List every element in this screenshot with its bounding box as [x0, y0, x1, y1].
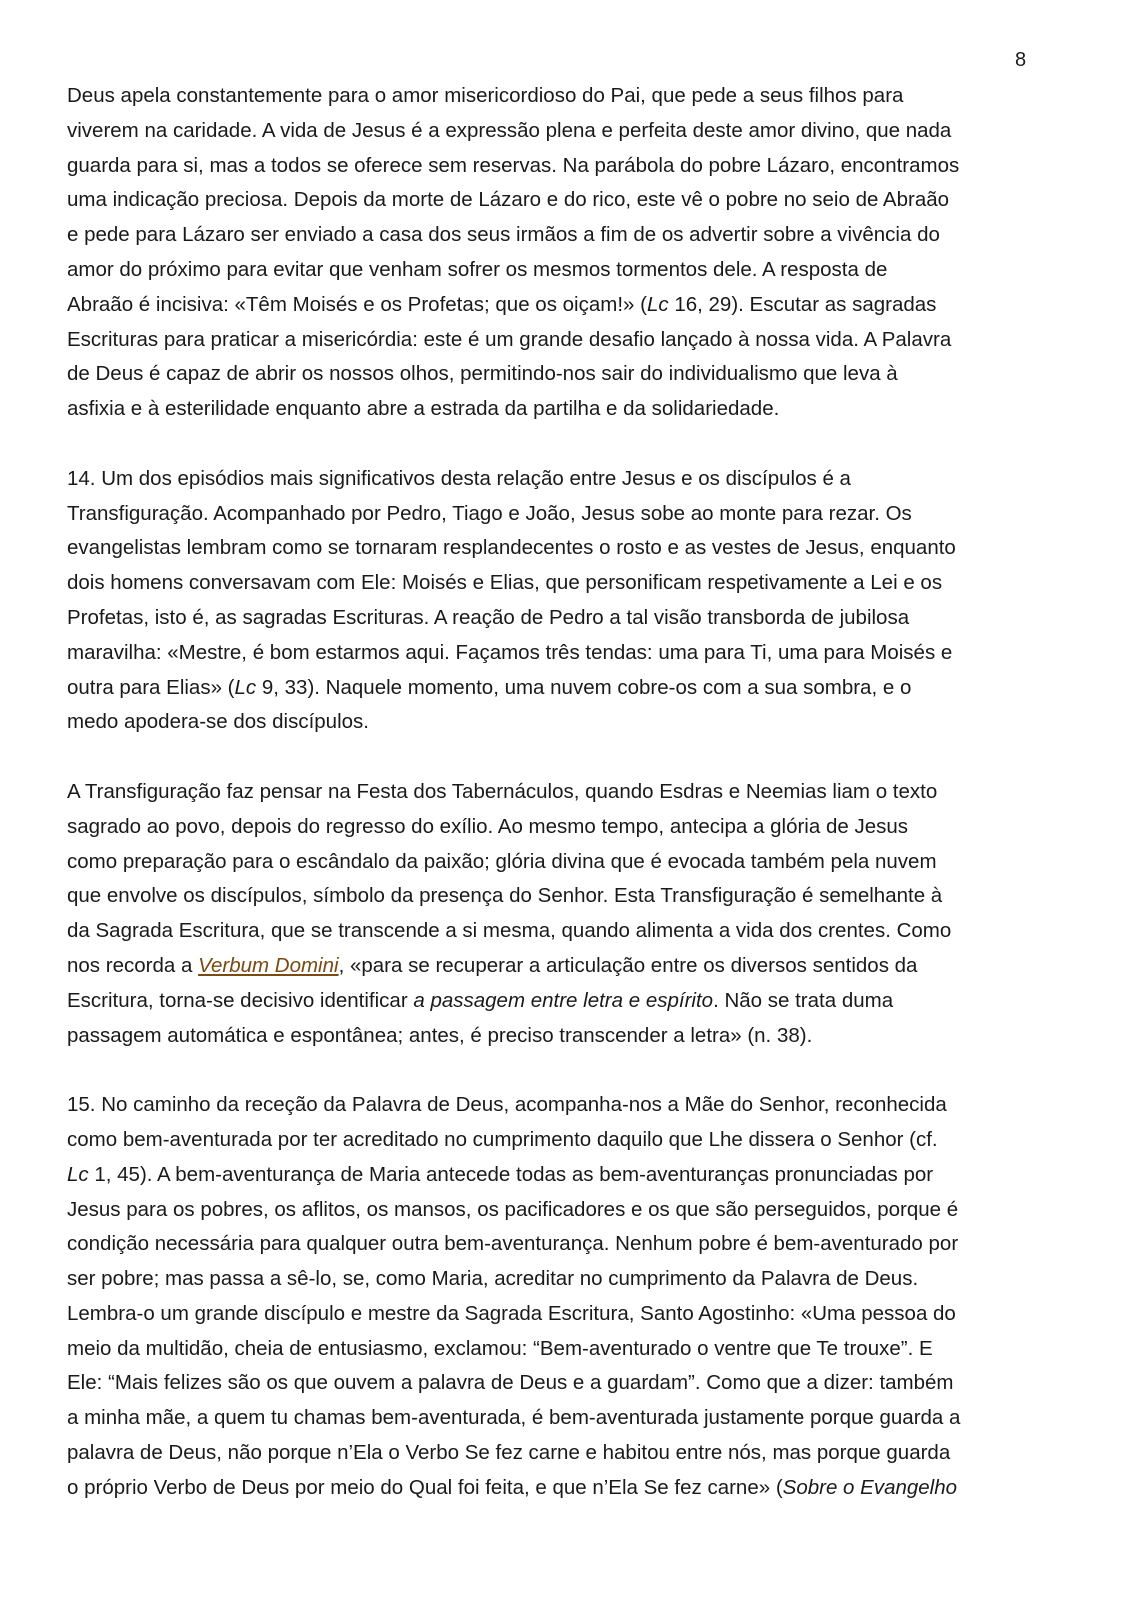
- text-segment: 1, 45). A bem-aventurança de Maria antecede todas as bem-aventuranças pronunciadas por: [88, 1162, 934, 1186]
- text-line: a minha mãe, a quem tu chamas bem-aventurada, é bem-aventurada justamente porque guarda a: [67, 1406, 961, 1430]
- text-line: como preparação para o escândalo da paixão; glória divina que é evocada também pela nuvem: [67, 849, 937, 873]
- text-line: uma indicação preciosa. Depois da morte de Lázaro e do rico, este vê o pobre no seio de Abraão: [67, 188, 950, 212]
- text-line: guarda para si, mas a todos se oferece sem reservas. Na parábola do pobre Lázaro, encontramos: [67, 153, 960, 177]
- verbum-domini-link[interactable]: Verbum Domini: [198, 953, 339, 977]
- paragraph-lazarus: [67, 79, 1067, 427]
- text-line: que envolve os discípulos, símbolo da presença do Senhor. Esta Transfiguração é semelhante à: [67, 884, 943, 908]
- italic-citation: Lc: [67, 1162, 89, 1186]
- text-line: condição necessária para qualquer outra bem-aventurança. Nenhum pobre é bem-aventurado por: [67, 1232, 959, 1256]
- text-line: [67, 1158, 1067, 1193]
- italic-citation: Lc: [234, 675, 257, 699]
- text-line: da Sagrada Escritura, que se transcende a si mesma, quando alimenta a vida dos crentes. Como: [67, 919, 952, 943]
- text-line: dois homens conversavam com Ele: Moisés e Elias, que personificam respetivamente a Lei e os: [67, 571, 943, 595]
- text-line: [67, 984, 1067, 1019]
- text-line: passagem automática e espontânea; antes, é preciso transcender a letra» (n. 38).: [67, 1023, 813, 1047]
- text-segment: 16, 29). Escutar as sagradas: [668, 292, 937, 316]
- text-line: amor do próximo para evitar que venham sofrer os mesmos tormentos dele. A resposta de: [67, 257, 888, 281]
- paragraph-15-mother-of-the-lord: [67, 1088, 1067, 1506]
- italic-citation: Sobre o Evangelho: [782, 1475, 958, 1499]
- text-line: meio da multidão, cheia de entusiasmo, exclamou: “Bem-aventurado o ventre que Te trouxe”. E: [67, 1336, 933, 1360]
- text-line: [67, 1471, 1067, 1506]
- text-segment: outra para Elias» (: [67, 675, 235, 699]
- paragraph-14-transfiguration: [67, 462, 1067, 740]
- text-line: viverem na caridade. A vida de Jesus é a expressão plena e perfeita deste amor divino, que nada: [67, 118, 952, 142]
- text-segment: Abraão é incisiva: «Têm Moisés e os Profetas; que os oiçam!» (: [67, 292, 647, 316]
- document-body: [67, 79, 1067, 1506]
- text-line: sagrado ao povo, depois do regresso do exílio. Ao mesmo tempo, antecipa a glória de Jesus: [67, 814, 909, 838]
- text-line: Jesus para os pobres, os aflitos, os mansos, os pacificadores e os que são perseguidos, porque é: [67, 1197, 959, 1221]
- text-line: Lembra-o um grande discípulo e mestre da Sagrada Escritura, Santo Agostinho: «Uma pessoa do: [67, 1301, 956, 1325]
- text-line: Transfiguração. Acompanhado por Pedro, Tiago e João, Jesus sobe ao monte para rezar. Os: [67, 501, 912, 525]
- text-line: [67, 949, 1067, 984]
- text-segment: Escritura, torna-se decisivo identificar: [67, 988, 414, 1012]
- text-segment: . Não se trata duma: [713, 988, 894, 1012]
- text-line: palavra de Deus, não porque n’Ela o Verbo Se fez carne e habitou entre nós, mas porque guarda: [67, 1441, 951, 1465]
- text-line: como bem-aventurada por ter acreditado no cumprimento daquilo que Lhe dissera o Senhor (cf.: [67, 1127, 938, 1151]
- text-line: [67, 671, 1067, 706]
- text-segment: , «para se recuperar a articulação entre os diversos sentidos da: [338, 953, 918, 977]
- text-line: 15. No caminho da receção da Palavra de Deus, acompanha-nos a Mãe do Senhor, reconhecida: [67, 1093, 947, 1117]
- text-line: Ele: “Mais felizes são os que ouvem a palavra de Deus e a guardam”. Como que a dizer: também: [67, 1371, 954, 1395]
- text-line: A Transfiguração faz pensar na Festa dos Tabernáculos, quando Esdras e Neemias liam o texto: [67, 779, 938, 803]
- text-line: 14. Um dos episódios mais significativos desta relação entre Jesus e os discípulos é a: [67, 466, 851, 490]
- text-line: [67, 288, 1067, 323]
- text-line: evangelistas lembram como se tornaram resplandecentes o rosto e as vestes de Jesus, enquanto: [67, 536, 956, 560]
- text-line: asfixia e à esterilidade enquanto abre a estrada da partilha e da solidariedade.: [67, 397, 780, 421]
- text-line: maravilha: «Mestre, é bom estarmos aqui. Façamos três tendas: uma para Ti, uma para Moisés e: [67, 640, 953, 664]
- paragraph-transfiguration-tabernacles: [67, 775, 1067, 1053]
- italic-citation: Lc: [646, 292, 669, 316]
- text-line: de Deus é capaz de abrir os nossos olhos, permitindo-nos sair do individualismo que leva à: [67, 362, 898, 386]
- text-line: Profetas, isto é, as sagradas Escrituras. A reação de Pedro a tal visão transborda de jubilosa: [67, 605, 910, 629]
- text-line: Deus apela constantemente para o amor misericordioso do Pai, que pede a seus filhos para: [67, 84, 904, 107]
- italic-citation: a passagem entre letra e espírito: [413, 988, 714, 1012]
- text-segment: 9, 33). Naquele momento, uma nuvem cobre-os com a sua sombra, e o: [256, 675, 912, 699]
- page-number: 8: [1015, 49, 1027, 71]
- text-line: ser pobre; mas passa a sê-lo, se, como Maria, acreditar no cumprimento da Palavra de Deus.: [67, 1267, 919, 1291]
- text-line: e pede para Lázaro ser enviado a casa dos seus irmãos a fim de os advertir sobre a vivência do: [67, 223, 940, 247]
- text-segment: nos recorda a: [67, 953, 199, 977]
- text-line: medo apodera-se dos discípulos.: [67, 710, 369, 734]
- text-segment: o próprio Verbo de Deus por meio do Qual foi feita, e que n’Ela Se fez carne» (: [67, 1475, 783, 1499]
- text-line: Escrituras para praticar a misericórdia: este é um grande desafio lançado à nossa vida. A Palavra: [67, 327, 952, 351]
